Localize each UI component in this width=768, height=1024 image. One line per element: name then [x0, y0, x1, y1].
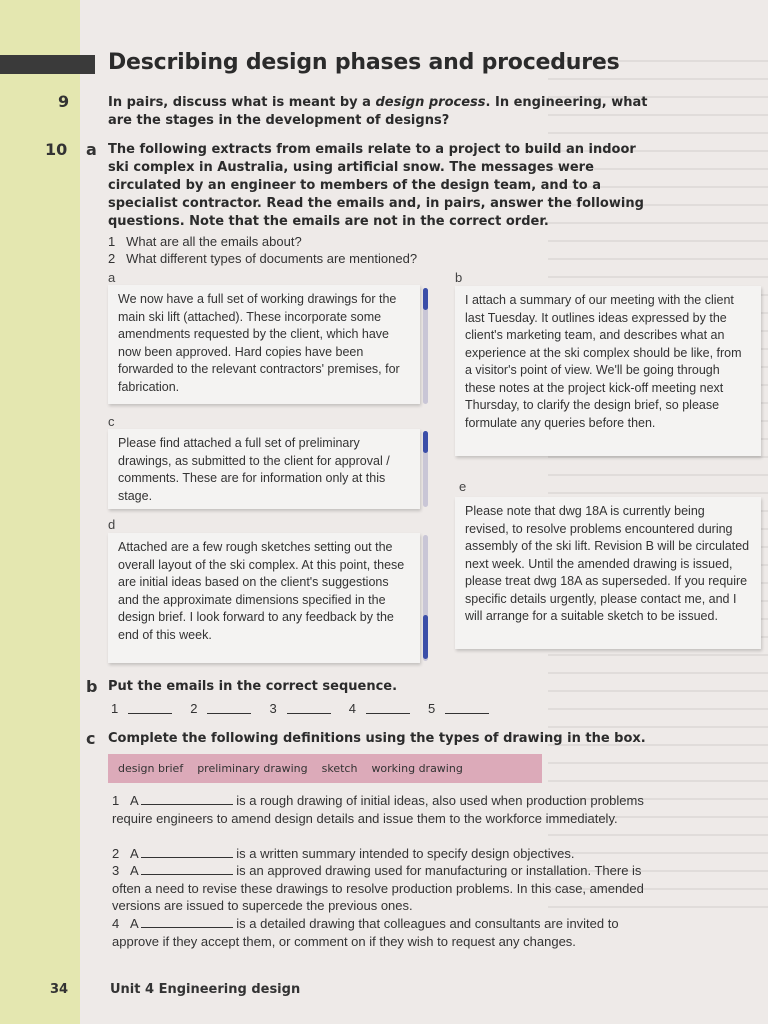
header-bar [0, 55, 95, 74]
email-c-scrollbar[interactable] [423, 431, 428, 507]
term-design-brief: design brief [118, 762, 184, 775]
email-d [108, 533, 420, 663]
term-sketch: sketch [321, 762, 358, 775]
answer-blank[interactable] [287, 701, 331, 714]
sequence-number: 2 [190, 701, 198, 716]
part-letter-c: c [86, 729, 96, 748]
email-label-e: e [459, 479, 467, 494]
email-a-text: We now have a full set of working drawings for the main ski lift (attached). These incorporate some amendments requested by the client, which have now been approved. Hard copies have been forwarded to the relevant contractors' premises, for fabrication. [118, 292, 400, 394]
question-10a-text: The following extracts from emails relate to a project to build an indoor ski complex in Australia, using artificial snow. The messages were circulated by an engineer to members of the design team, and to a specialist contractor. Read the emails and, in pairs, answer the following questions. Note that the emails are not in the correct order. [108, 142, 644, 229]
answer-blank[interactable] [445, 701, 489, 714]
email-c-scroll-thumb[interactable] [423, 431, 428, 453]
left-margin-band [0, 0, 80, 1024]
email-c [108, 429, 420, 509]
answer-blank[interactable] [366, 701, 410, 714]
email-e [455, 497, 761, 649]
word-box [108, 754, 542, 783]
answer-blank[interactable] [128, 701, 172, 714]
email-d-scrollbar[interactable] [423, 535, 428, 661]
definition-blank[interactable] [141, 845, 233, 858]
term-preliminary-drawing: preliminary drawing [197, 762, 308, 775]
subquestion-2: 2 What different types of documents are mentioned? [108, 251, 418, 266]
unit-title: Unit 4 Engineering design [110, 982, 301, 997]
sequence-number: 5 [427, 701, 436, 716]
question-number-10: 10 [45, 140, 68, 159]
sequence-answers [111, 701, 507, 716]
email-b [455, 286, 761, 456]
sequence-number: 3 [269, 701, 277, 716]
email-a [108, 285, 420, 404]
email-b-text: I attach a summary of our meeting with the client last Tuesday. It outlines ideas expressed by the client's marketing team, and describes what an experience at the ski complex should be like, from a visitor's point of view. We'll be going through these notes at the project kick-off meeting next Thursday, to clarify the design brief, so please formulate any queries before then. [465, 293, 742, 430]
email-label-c: c [108, 414, 115, 429]
definition-4: 4 A is a detailed drawing that colleagues and consultants are invited to approve if they accept them, or comment on if they wish to request any changes. [112, 916, 619, 949]
sequence-number: 4 [348, 701, 356, 716]
email-d-text: Attached are a few rough sketches setting out the overall layout of the ski complex. At this point, these are initial ideas based on the client's suggestions and the approximate dimensions specified in the design brief. I look forward to any feedback by the end of this week. [118, 540, 405, 642]
definition-3: 3 A is an approved drawing used for manufacturing or installation. There is often a need to revise these drawings to resolve production problems. In this case, amended versions are issued to supercede the previous ones. [112, 863, 644, 913]
definition-blank[interactable] [141, 915, 233, 928]
email-label-d: d [108, 517, 116, 532]
answer-blank[interactable] [207, 701, 251, 714]
email-label-b: b [455, 270, 463, 285]
subquestion-1: 1 What are all the emails about? [108, 234, 302, 249]
question-10b-text: Put the emails in the correct sequence. [108, 679, 398, 694]
question-number-9: 9 [58, 92, 70, 111]
question-10c-text: Complete the following definitions using the types of drawing in the box. [108, 731, 646, 746]
email-label-a: a [108, 270, 116, 285]
email-a-scrollbar[interactable] [423, 288, 428, 404]
email-d-scroll-thumb[interactable] [423, 615, 428, 659]
part-letter-a: a [86, 140, 97, 159]
definition-1: 1 A is a rough drawing of initial ideas, also used when production problems require engineers to amend design details and issue them to the workforce immediately. [112, 793, 644, 826]
page-number: 34 [50, 982, 69, 997]
sequence-number: 1 [111, 701, 119, 716]
definition-blank[interactable] [141, 792, 233, 805]
part-letter-b: b [86, 677, 98, 696]
email-c-text: Please find attached a full set of preliminary drawings, as submitted to the client for approval / comments. These are for information only at this stage. [118, 436, 390, 503]
email-e-text: Please note that dwg 18A is currently being revised, to resolve problems encountered during assembly of the ski lift. Revision B will be circulated next week. Until the amended drawing is issued, please treat dwg 18A as superseded. If you require specific details urgently, please contact me, and I will arrange for a suitable sketch to be issued. [465, 504, 750, 623]
definition-2: 2 A is a written summary intended to specify design objectives. [112, 846, 575, 861]
definition-blank[interactable] [141, 862, 233, 875]
email-a-scroll-thumb[interactable] [423, 288, 428, 310]
term-working-drawing: working drawing [371, 762, 463, 775]
question-9-text: In pairs, discuss what is meant by a design process. In engineering, what are the stages in the development of designs? [108, 95, 648, 128]
page-title: Describing design phases and procedures [108, 50, 620, 75]
